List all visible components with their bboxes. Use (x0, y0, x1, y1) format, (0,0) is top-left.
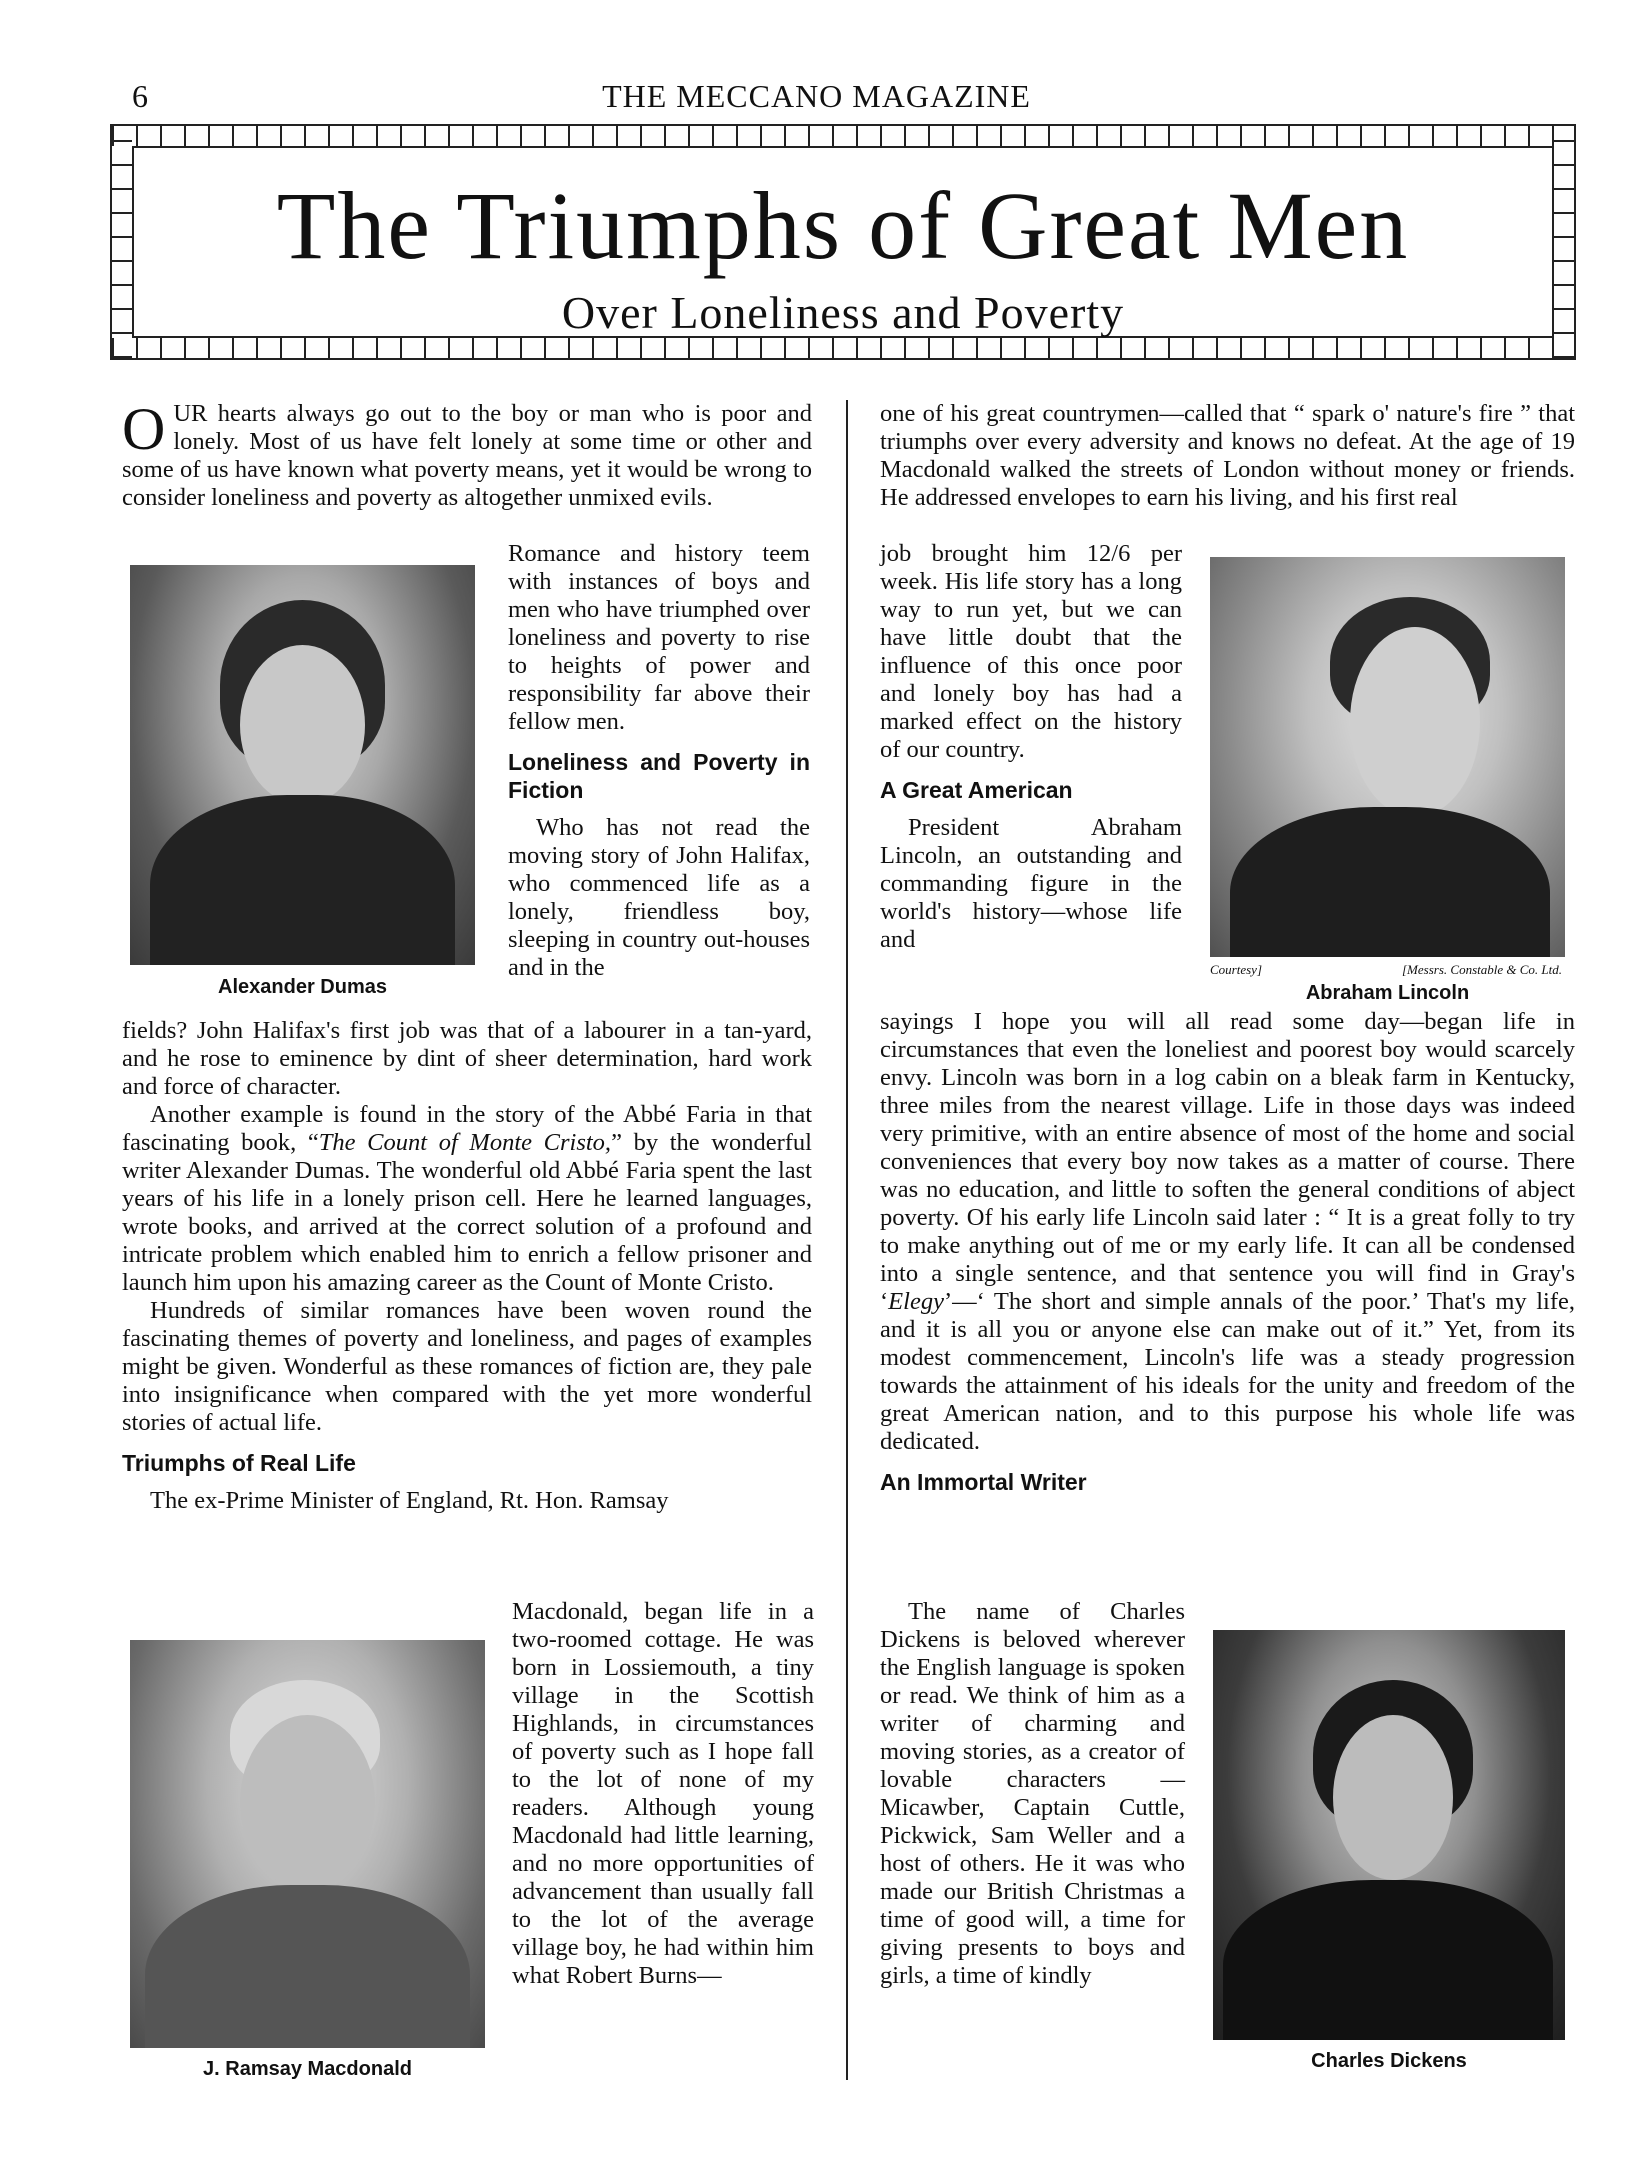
caption-alexander-dumas: Alexander Dumas (218, 976, 387, 998)
right-column-top (880, 400, 1575, 512)
caption-ramsay-macdonald: J. Ramsay Macdonald (203, 2058, 412, 2080)
title-inner-box (132, 146, 1554, 338)
photo-ramsay-macdonald (130, 1640, 485, 2048)
paragraph-john-halifax-cont: fields? John Halifax's first job was that of a labourer in a tan-yard, and he rose to eminence by dint of sheer determination, hard work and force of character. (122, 1017, 812, 1100)
article-subtitle: Over Loneliness and Poverty (561, 287, 1125, 338)
paragraph-abbe-faria: Another example is found in the story of the Abbé Faria in that fascinating book, “The Count of Monte Cristo,” by the wonderful writer Alexander Dumas. The wonderful old Abbé Faria spent the last years of his life in a lonely prison cell. Here he learned languages, wrote books, and arrived at the correct solution of a profound and intricate problem which enabled him to enrich a fellow prisoner and launch him upon his amazing career as the Count of Monte Cristo. (122, 1101, 812, 1296)
caption-abraham-lincoln: Abraham Lincoln (1305, 982, 1470, 1004)
right-column-beside-dickens (880, 1598, 1185, 1990)
drop-cap: O (122, 396, 166, 462)
paragraph-burns: one of his great countrymen—called that “ spark o' nature's fire ” that triumphs over every adversity and knows no defeat. At the age of 19 Macdonald walked the streets of London without money or friends. He addressed envelopes to earn his living, and his first real (880, 400, 1575, 511)
left-column-beside-dumas (508, 540, 810, 982)
paragraph-john-halifax: Who has not read the moving story of John Halifax, who commenced life as a lonely, friendless boy, sleeping in country out-houses and in the (508, 814, 810, 981)
intro-paragraph: O UR hearts always go out to the boy or man who is poor and lonely. Most of us have felt lonely at some time or other and some of us have known what poverty means, yet it would be wrong to consider loneliness and poverty as altogether unmixed evils. (122, 396, 812, 511)
paragraph-macdonald: The ex-Prime Minister of England, Rt. Hon. Ramsay (150, 1487, 669, 1514)
column-rule (846, 400, 848, 2080)
poem-title-elegy: Elegy (888, 1288, 944, 1315)
paragraph-macdonald-job: job brought him 12/6 per week. His life story has a long way to run yet, but we can have little doubt that the influence of this once poor and lonely boy has had a marked effect on the history of our country. (880, 540, 1182, 763)
credit-left: Courtesy] (1210, 962, 1262, 977)
paragraph-romance: Romance and history teem with instances of boys and men who have triumphed over loneliness and poverty to rise to heights of power and responsibility far above their fellow men. (508, 540, 810, 735)
right-column-beside-lincoln (880, 540, 1182, 954)
left-column-middle (122, 1017, 812, 1515)
paragraph-romances: Hundreds of similar romances have been woven round the fascinating themes of poverty and loneliness, and pages of examples might be given. Wonderful as these romances of fiction are, they pale into insignificance when compared with the yet more wonderful stories of actual life. (122, 1297, 812, 1436)
heading-loneliness-fiction: Loneliness and Poverty in Fiction (508, 749, 810, 803)
paragraph-lincoln-cont: sayings I hope you will all read some day—began life in circumstances that even the loneliest and poorest boy would scarcely envy. Lincoln was born in a log cabin on a bleak farm in Kentucky, three miles from the nearest village. Life in those days was indeed very primitive, with an entire absence of most of the home and social conveniences that every boy now takes as a matter of course. There was no education, and little to soften the general conditions of abject poverty. Of his early life Lincoln said later : “ It is a great folly to try to make anything out of me or my early life. It can all be condensed into a single sentence, and that sentence you will find in Gray's ‘Elegy’—‘ The short and simple annals of the poor.’ That's my life, and it is all you or anyone else can make out of it.” Yet, from its modest commencement, Lincoln's life was a steady progression towards the attainment of his ideals for the unity and freedom of the great American nation, and to this purpose his whole life was dedicated. (880, 1008, 1575, 1455)
left-column-beside-macdonald (512, 1598, 814, 1990)
credit-right: [Messrs. Constable & Co. Ltd. (1402, 962, 1562, 977)
book-title-monte-cristo: The Count of Monte Cristo, (318, 1129, 612, 1156)
paragraph-dickens: The name of Charles Dickens is beloved wherever the English language is spoken or read. We think of him as a writer of charming and moving stories, as a creator of lovable characters — Micawber, Captain Cuttle, Pickwick, Sam Weller and a host of others. He it was who made our British Christmas a time of good will, a time for giving presents to boys and girls, a time of kindly (880, 1598, 1185, 1989)
heading-immortal-writer: An Immortal Writer (880, 1469, 1087, 1495)
running-head: THE MECCANO MAGAZINE (602, 78, 1031, 114)
heading-great-american: A Great American (880, 777, 1073, 803)
page-number: 6 (132, 78, 148, 114)
heading-real-life: Triumphs of Real Life (122, 1450, 356, 1476)
article-title: The Triumphs of Great Men (276, 172, 1410, 279)
left-column-top (122, 396, 812, 512)
title-frame (110, 124, 1576, 360)
caption-charles-dickens: Charles Dickens (1311, 2050, 1467, 2072)
right-column-middle (880, 1008, 1575, 1506)
paragraph-macdonald-cont: Macdonald, began life in a two-roomed cottage. He was born in Lossiemouth, a tiny village in the Scottish Highlands, in circumstances of poverty such as I hope fall to the lot of none of my readers. Although young Macdonald had little learning, and no more opportunities of advancement than usually fall to the lot of the average village boy, he had within him what Robert Burns— (512, 1598, 814, 1989)
photo-alexander-dumas (130, 565, 475, 965)
photo-charles-dickens (1213, 1630, 1565, 2040)
photo-abraham-lincoln (1210, 557, 1565, 957)
paragraph-lincoln: President Abraham Lincoln, an outstanding and commanding figure in the world's history—whose life and (880, 814, 1182, 953)
